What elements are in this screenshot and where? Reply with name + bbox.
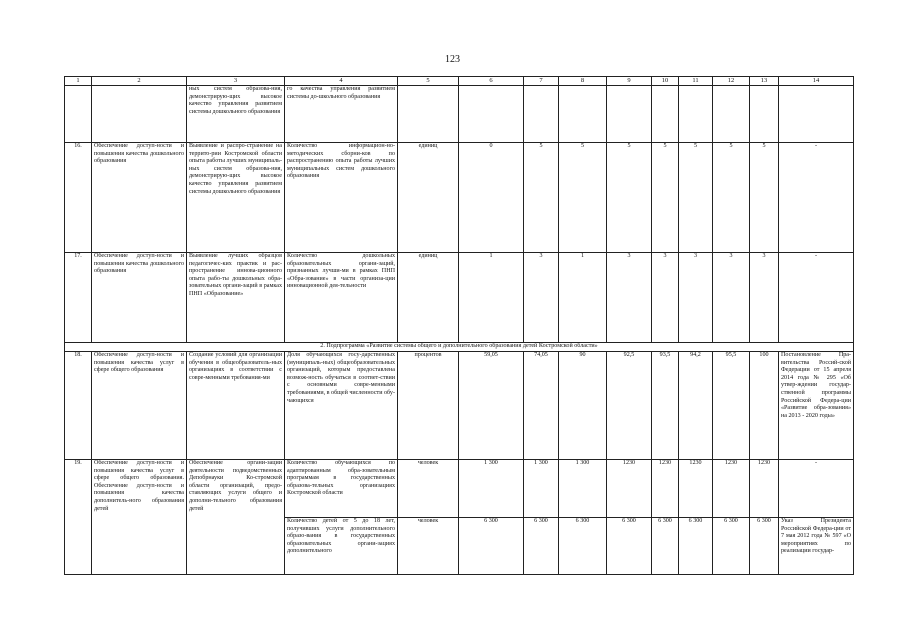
value-cell: 5	[607, 143, 652, 253]
value-cell: 95,5	[713, 352, 750, 460]
basis-cell: -	[779, 253, 854, 343]
col-header: 3	[187, 77, 285, 86]
col-header: 1	[65, 77, 92, 86]
value-cell: 6 300	[679, 518, 713, 575]
value-cell: 6 300	[652, 518, 679, 575]
value-cell: 6 300	[559, 518, 607, 575]
value-cell: 3	[607, 253, 652, 343]
unit-cell: единиц	[398, 143, 459, 253]
unit-cell: человек	[398, 460, 459, 518]
indicator-cell: Доля обучающихся госу-дарственных (муниципаль-ных) общеобразовательных организаций, которым предоставлена возмож-ность обучаться в соответ-ствии с основными совре-менными требованиями, в общей численности обу-чающихся	[285, 352, 398, 460]
col-header: 12	[713, 77, 750, 86]
value-cell: 6 300	[750, 518, 779, 575]
table-row	[65, 352, 854, 460]
indicator-cell: Количество информацион-но-методических сборни-ков по распространению опыта работы лучших муниципальных систем дошкольного образования	[285, 143, 398, 253]
task-cell: Выявление и распро-странение на террито-рии Костромской области опыта работы лучших муниципаль-ных систем образова-ния, демонстрирую-щих высокое качество управления развитием системы дошкольного образования	[187, 143, 285, 253]
col-header: 13	[750, 77, 779, 86]
value-cell: 5	[750, 143, 779, 253]
value-cell: 1230	[652, 460, 679, 518]
unit-cell: единиц	[398, 253, 459, 343]
value-cell: 1230	[750, 460, 779, 518]
value-cell: 90	[559, 352, 607, 460]
col-header: 14	[779, 77, 854, 86]
value-cell: 92,5	[607, 352, 652, 460]
value-cell: 6 300	[713, 518, 750, 575]
col-header: 6	[459, 77, 524, 86]
value-cell: 5	[559, 143, 607, 253]
basis-cell: -	[779, 143, 854, 253]
value-cell: 5	[713, 143, 750, 253]
value-cell: 94,2	[679, 352, 713, 460]
value-cell: 3	[679, 253, 713, 343]
page-number: 123	[445, 54, 460, 65]
value-cell: 1230	[713, 460, 750, 518]
basis-cell: -	[779, 460, 854, 518]
row-number: 19.	[65, 460, 92, 575]
value-cell: 93,5	[652, 352, 679, 460]
value-cell: 1	[559, 253, 607, 343]
goal-cell: Обеспечение доступ-ности и повышения качества услуг в сфере общего образования	[92, 352, 187, 460]
value-cell: 1 300	[559, 460, 607, 518]
value-cell: 3	[750, 253, 779, 343]
value-cell: 0	[459, 143, 524, 253]
value-cell: 3	[713, 253, 750, 343]
value-cell: 5	[524, 143, 559, 253]
value-cell: 6 300	[607, 518, 652, 575]
value-cell: 5	[652, 143, 679, 253]
table-row	[65, 253, 854, 343]
indicator-cell: Количество обучающихся по адаптированным обра-зовательным программам в государственных образова-тельных организациях Костромской области	[285, 460, 398, 518]
basis-cell: Указ Президента Российской Федера-ции от 7 мая 2012 года № 597 «О мероприятиях по реализации государ-	[779, 518, 854, 575]
table-row	[65, 143, 854, 253]
col-header: 8	[559, 77, 607, 86]
row-number: 16.	[65, 143, 92, 253]
subprogram-row	[65, 343, 854, 352]
value-cell: 6 300	[524, 518, 559, 575]
value-cell: 3	[652, 253, 679, 343]
value-cell: 59,05	[459, 352, 524, 460]
indicator-cell: го качества управления развитием системы до-школьного образования	[285, 86, 398, 143]
task-cell: Обеспечение органи-зации деятельности подведомственных Депобрнауки Ко-стромской области организаций, предо-ставляющих услуги общего и дополни-тельного образования детей	[187, 460, 285, 575]
value-cell: 1 300	[459, 460, 524, 518]
value-cell: 1	[459, 253, 524, 343]
col-header: 7	[524, 77, 559, 86]
goal-cell: Обеспечение доступ-ности и повышения качества дошкольного образования	[92, 253, 187, 343]
indicators-table	[64, 76, 854, 575]
value-cell: 3	[524, 253, 559, 343]
goal-cell: Обеспечение доступ-ности и повышения качества услуг в сфере общего образования. Обеспечение доступ-ности и повышения качества дополнитель-ного образования детей	[92, 460, 187, 575]
task-cell: Создание условий для организации обучения в общеобразователь-ных организациях в соответствии с совре-менными требования-ми	[187, 352, 285, 460]
row-number: 18.	[65, 352, 92, 460]
col-header: 2	[92, 77, 187, 86]
col-header: 4	[285, 77, 398, 86]
column-number-row	[65, 77, 854, 86]
row-number: 17.	[65, 253, 92, 343]
col-header: 10	[652, 77, 679, 86]
value-cell: 1230	[607, 460, 652, 518]
col-header: 5	[398, 77, 459, 86]
col-header: 9	[607, 77, 652, 86]
value-cell: 74,05	[524, 352, 559, 460]
indicator-cell: Количество детей от 5 до 18 лет, получивших услуги дополнительного образо-вания в государственных образовательных органи-зациях дополнительного	[285, 518, 398, 575]
value-cell: 6 300	[459, 518, 524, 575]
col-header: 11	[679, 77, 713, 86]
value-cell: 100	[750, 352, 779, 460]
basis-cell: Постановление Пра-вительства Россий-ской Федерации от 15 апреля 2014 года № 295 «Об утвер-ждении государ-ственной программы Российской Федера-ции «Развитие обра-зования» на 2013 - 2020 годы»	[779, 352, 854, 460]
unit-cell: процентов	[398, 352, 459, 460]
value-cell: 1230	[679, 460, 713, 518]
task-cell: Выявление лучших образцов педагогичес-ких практик и рас-пространение иннова-ционного опыта рабо-ты дошкольных обра-зовательных органи-заций в рамках ПНП «Образование»	[187, 253, 285, 343]
subprogram-heading: 2. Подпрограмма «Развитие системы общего и дополнительного образования детей Костромской области»	[65, 343, 854, 352]
table-row	[65, 460, 854, 518]
goal-cell: Обеспечение доступ-ности и повышения качества дошкольного образования	[92, 143, 187, 253]
task-cell: ных систем образова-ния, демонстрирую-щих высокое качество управления развитием системы дошкольного образования	[187, 86, 285, 143]
unit-cell: человек	[398, 518, 459, 575]
value-cell: 5	[679, 143, 713, 253]
indicator-cell: Количество дошкольных образовательных органи-заций, признанных лучши-ми в рамках ПНП «Обра-зование» в части организа-ции инновационной дея-тельности	[285, 253, 398, 343]
table-row-continuation	[65, 86, 854, 143]
value-cell: 1 300	[524, 460, 559, 518]
